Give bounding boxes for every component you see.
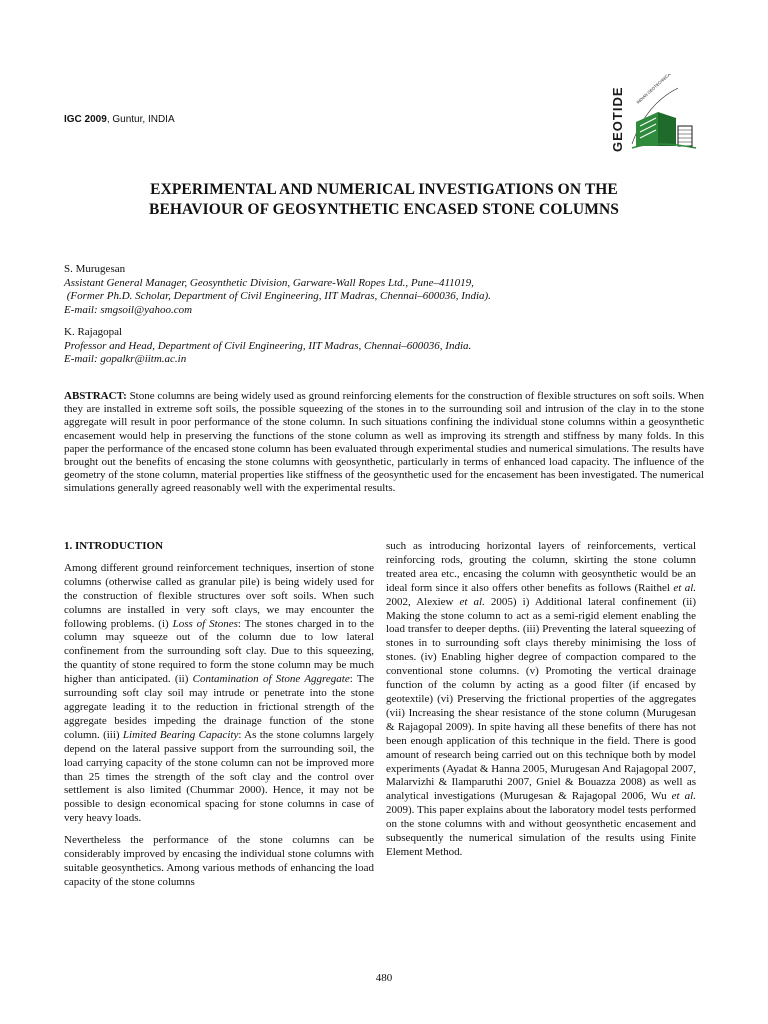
abstract <box>64 390 704 496</box>
conference-location: , Guntur, INDIA <box>106 114 175 125</box>
right-column <box>386 540 696 868</box>
page-number: 480 <box>375 972 393 984</box>
logo-text: GEOTIDE <box>610 86 625 152</box>
author-block-1 <box>64 263 704 317</box>
conference-header <box>64 114 175 125</box>
intro-paragraph-2-continued: such as introducing horizontal layers of reinforcements, vertical reinforcing rods, grouting the column, skirting the stone column treated area etc., encasing the column with geosynthetic would be an ideal form since it also offers other benefits as follows (Raithel et al. 2002, Alexiew et al. 2005) i) Additional lateral confinement (ii) Making the stone column to act as a semi-rigid element enabling the load transfer to deeper depths. (iii) Preventing the lateral squeezing of stones in to surrounding soft clays thereby minimising the loss of stones. (iv) Enabling higher degree of compaction compared to the conventional stone columns. (v) Promoting the vertical drainage function of the column by acting as a good filter (if encased by geotextile) (vi) Preserving the frictional properties of the aggregates (vii) Increasing the shear resistance of the stone column (Murugesan & Rajagopal 2009). In spite having all these benefits of there has not been enough application of this technique in the field. There is good amount of research being carried out on this technique both by model experiments (Ayadat & Hanna 2005, Murugesan And Rajagopal 2007, Malarvizhi & Ilamparuthi 2007, Gniel & Bouazza 2008) as well as analytical investigations (Murugesan & Rajagopal 2006, Wu et al. 2009). This paper explains about the laboratory model tests performed on the stone columns with and without geosynthetic encasement and subsequently the numerical simulation of the results using Finite Element Method. <box>386 540 696 858</box>
abstract-text: Stone columns are being widely used as ground reinforcing elements for the construction of flexible structures on soft soils. When they are installed in extreme soft soils, the possible squeezing of the stones in to the surrounding soil and intrusion of the clay in to the stone aggregate will result in poor performance of the stone column. In such situations confining the individual stone columns within a geosynthetic encasement would help in preserving the functions of the stone column as well as improving its strength and stiffness by many folds. In this paper the performance of the encased stone column has been evaluated through experimental studies and numerical simulations. The results have brought out the benefits of encasing the stone columns with geosynthetic, particularly in terms of enhanced load capacity. The influence of the geometry of the stone column, material properties like stiffness of the geosynthetic used for the encasement has been investigated. The numerical simulations generally agreed reasonably well with the experimental results. <box>64 390 704 495</box>
author-affiliation: Assistant General Manager, Geosynthetic Division, Garware-Wall Ropes Ltd., Pune–411019, <box>64 276 474 289</box>
logo-society-text: INDIAN GEOTECHNICAL SOCIETY <box>635 74 687 105</box>
geotide-logo <box>606 74 706 158</box>
geotide-logo-icon <box>606 74 706 158</box>
author-name: K. Rajagopal <box>64 326 123 338</box>
author-email: E-mail: gopalkr@iitm.ac.in <box>64 353 187 365</box>
title-line-1: EXPERIMENTAL AND NUMERICAL INVESTIGATIONS ON THE <box>150 181 618 198</box>
conference-name: IGC 2009 <box>64 114 107 125</box>
title-line-2: BEHAVIOUR OF GEOSYNTHETIC ENCASED STONE COLUMNS <box>149 201 619 218</box>
section-heading: 1. INTRODUCTION <box>64 540 164 552</box>
abstract-label: ABSTRACT: <box>64 390 127 402</box>
author-name: S. Murugesan <box>64 263 126 275</box>
author-email: E-mail: smgsoil@yahoo.com <box>64 303 193 316</box>
author-affiliation-former: (Former Ph.D. Scholar, Department of Civil Engineering, IIT Madras, Chennai–600036, India). <box>64 290 491 302</box>
left-column <box>64 540 374 898</box>
author-affiliation: Professor and Head, Department of Civil Engineering, IIT Madras, Chennai–600036, India. <box>64 339 472 352</box>
paper-title <box>64 180 704 220</box>
intro-paragraph-2: Nevertheless the performance of the stone columns can be considerably improved by encasing the individual stone columns with suitable geosynthetics. Among various methods of enhancing the load capacity of the stone columns <box>64 834 374 888</box>
intro-paragraph-1: Among different ground reinforcement techniques, insertion of stone columns (otherwise called as granular pile) is being widely used for the construction of flexible structures over soft soils. When such columns are installed in very soft clays, we may encounter the following problems. (i) Loss of Stones: The stones charged in to the column may squeeze out of the column due to low lateral confinement from the surrounding soft clay. Due to this squeezing, the quantity of stone required to form the stone column may be much higher than anticipated. (ii) Contamination of Stone Aggregate: The surrounding soft clay soil may intrude or penetrate into the stone aggregate leading it to the reduction in frictional strength of the aggregate besides impeding the drainage function of the stone column. (iii) Limited Bearing Capacity: As the stone columns largely depend on the lateral passive support from the surrounding soil, the load carrying capacity of the stone column can not be improved more than 25 times the strength of the soft clay and the control over settlement is also limited (Chummar 2000). Hence, it may not be possible to design economical spacing for stone columns in case of very heavy loads. <box>64 561 375 825</box>
author-block-2 <box>64 326 704 367</box>
